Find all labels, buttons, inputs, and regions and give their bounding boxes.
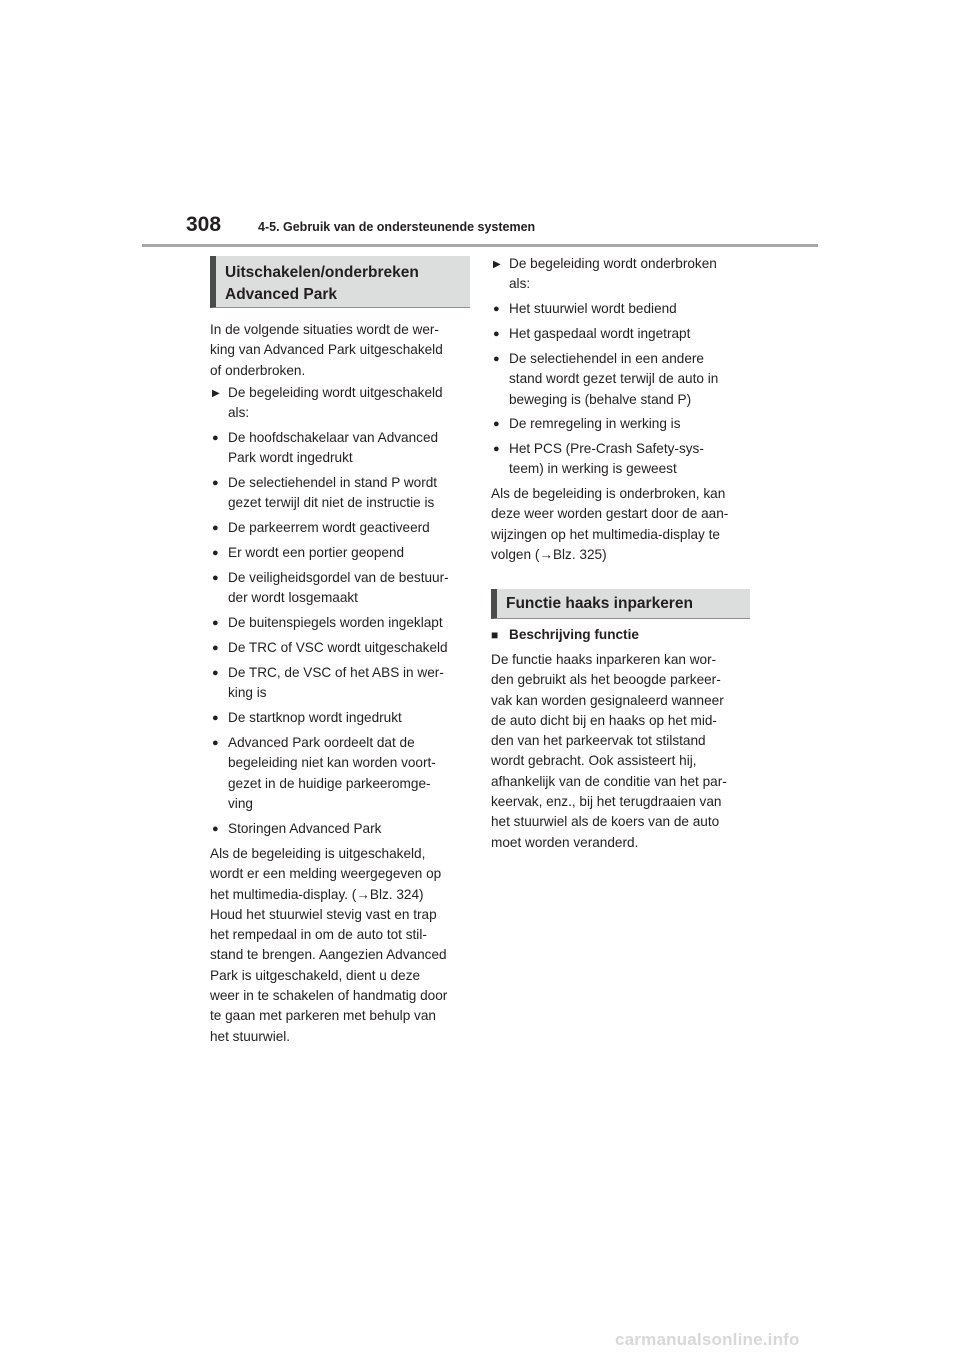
triangle-icon: ▶ [493,259,501,270]
intro-paragraph [210,320,472,381]
sub-beschrijving-text: Beschrijving functie [509,627,639,642]
bullet-icon: ● [212,712,219,724]
list-item [210,663,472,704]
list-item [491,349,753,410]
heading-line-2: Advanced Park [225,286,337,303]
list-item [210,518,472,538]
bullet-icon: ● [212,477,219,489]
list-item-text: De parkeerrem wordt geactiveerd [228,520,430,535]
square-icon: ■ [491,628,499,642]
list-item [210,543,472,563]
triangle-icon: ▶ [212,388,220,399]
body-paragraph-right [491,650,753,853]
body-right-text: De functie haaks inparkeren kan wor- den gebruikt als het beoogde parkeer- vak kan worden gesignaleerd wanneer de auto dicht bij en haaks op het mid- den van het parkeervak tot stilstand wordt gebracht. Ook assisteert hij, afhankelijk van de conditie van het par- keervak, enz., bij het terugdraaien van het stuurwiel als de koers van de auto moet worden veranderd. [491,652,727,850]
page-number: 308 [186,213,222,236]
header-rule [142,244,818,247]
sub-uitgeschakeld [210,383,472,424]
bullet-icon: ● [212,823,219,835]
list-item-text: Het PCS (Pre-Crash Safety-sys- teem) in werking is geweest [509,441,704,477]
list-item-text: De buitenspiegels worden ingeklapt [228,615,443,630]
heading-uitschakelen [210,256,470,308]
list-item-text: Het stuurwiel wordt bediend [509,301,677,316]
closing-paragraph-right [491,484,753,565]
list-item [491,324,753,344]
list-item-text: Advanced Park oordeelt dat de begeleiding niet kan worden voort- gezet in de huidige parkeeromge- ving [228,735,436,811]
list-item [210,733,472,814]
bullet-icon: ● [212,617,219,629]
section-title: 4-5. Gebruik van de ondersteunende systemen [258,220,536,234]
bullet-icon: ● [212,572,219,584]
heading-line-1: Uitschakelen/onderbreken [225,264,419,281]
bullet-icon: ● [212,547,219,559]
list-item-text: De selectiehendel in een andere stand wordt gezet terwijl de auto in beweging is (behalve stand P) [509,351,719,407]
list-item [210,819,472,839]
bullet-icon: ● [212,667,219,679]
list-item [491,414,753,434]
list-item [210,613,472,633]
list-item-text: De veiligheidsgordel van de bestuur- der wordt losgemaakt [228,570,449,606]
bullet-icon: ● [493,418,500,430]
list-item-text: De selectiehendel in stand P wordt gezet terwijl dit niet de instructie is [228,475,438,511]
list-item-text: Het gaspedaal wordt ingetrapt [509,326,691,341]
list-item [210,638,472,658]
list-item [210,428,472,469]
closing-right-text: Als de begeleiding is onderbroken, kan deze weer worden gestart door de aan- wijzingen op het multimedia-display te volgen (→Blz. 325) [491,486,729,562]
bullet-icon: ● [493,443,500,455]
intro-text: In de volgende situaties wordt de wer- king van Advanced Park uitgeschakeld of onderbroken. [210,322,443,378]
list-item-text: De remregeling in werking is [509,416,681,431]
heading-functie-text: Functie haaks inparkeren [506,595,693,612]
bullet-icon: ● [493,328,500,340]
bullet-icon: ● [493,353,500,365]
list-item-text: Er wordt een portier geopend [228,545,405,560]
list-item [491,439,753,480]
bullet-icon: ● [212,642,219,654]
list-item-text: De TRC of VSC wordt uitgeschakeld [228,640,448,655]
bullet-icon: ● [212,522,219,534]
bullet-icon: ● [212,737,219,749]
list-item-text: De hoofdschakelaar van Advanced Park wordt ingedrukt [228,430,439,466]
bullet-icon: ● [493,303,500,315]
list-item-text: De startknop wordt ingedrukt [228,710,402,725]
list-item [491,299,753,319]
list-item [210,473,472,514]
list-item [210,708,472,728]
heading-functie-haaks [491,589,750,619]
closing-left-text: Als de begeleiding is uitgeschakeld, wordt er een melding weergegeven op het multimedia-display. (→Blz. 324) Houd het stuurwiel stevig vast en trap het rempedaal in om de auto tot stil- stand te brengen. Aangezien Advanced Park is uitgeschakeld, dient u deze weer in te schakelen of handmatig door te gaan met parkeren met behulp van het stuurwiel. [210,846,448,1044]
list-item-text: Storingen Advanced Park [228,821,382,836]
sub-onderbroken [491,254,753,295]
bullet-icon: ● [212,432,219,444]
watermark-logo: carmanualsonline.info [615,1330,800,1349]
list-item-text: De TRC, de VSC of het ABS in wer- king is [228,665,444,701]
sub-onderbroken-text: De begeleiding wordt onderbroken als: [509,256,717,292]
list-item [210,568,472,609]
sub-beschrijving [491,625,753,645]
sub-uitgeschakeld-text: De begeleiding wordt uitgeschakeld als: [228,385,443,421]
closing-paragraph-left [210,844,472,1047]
